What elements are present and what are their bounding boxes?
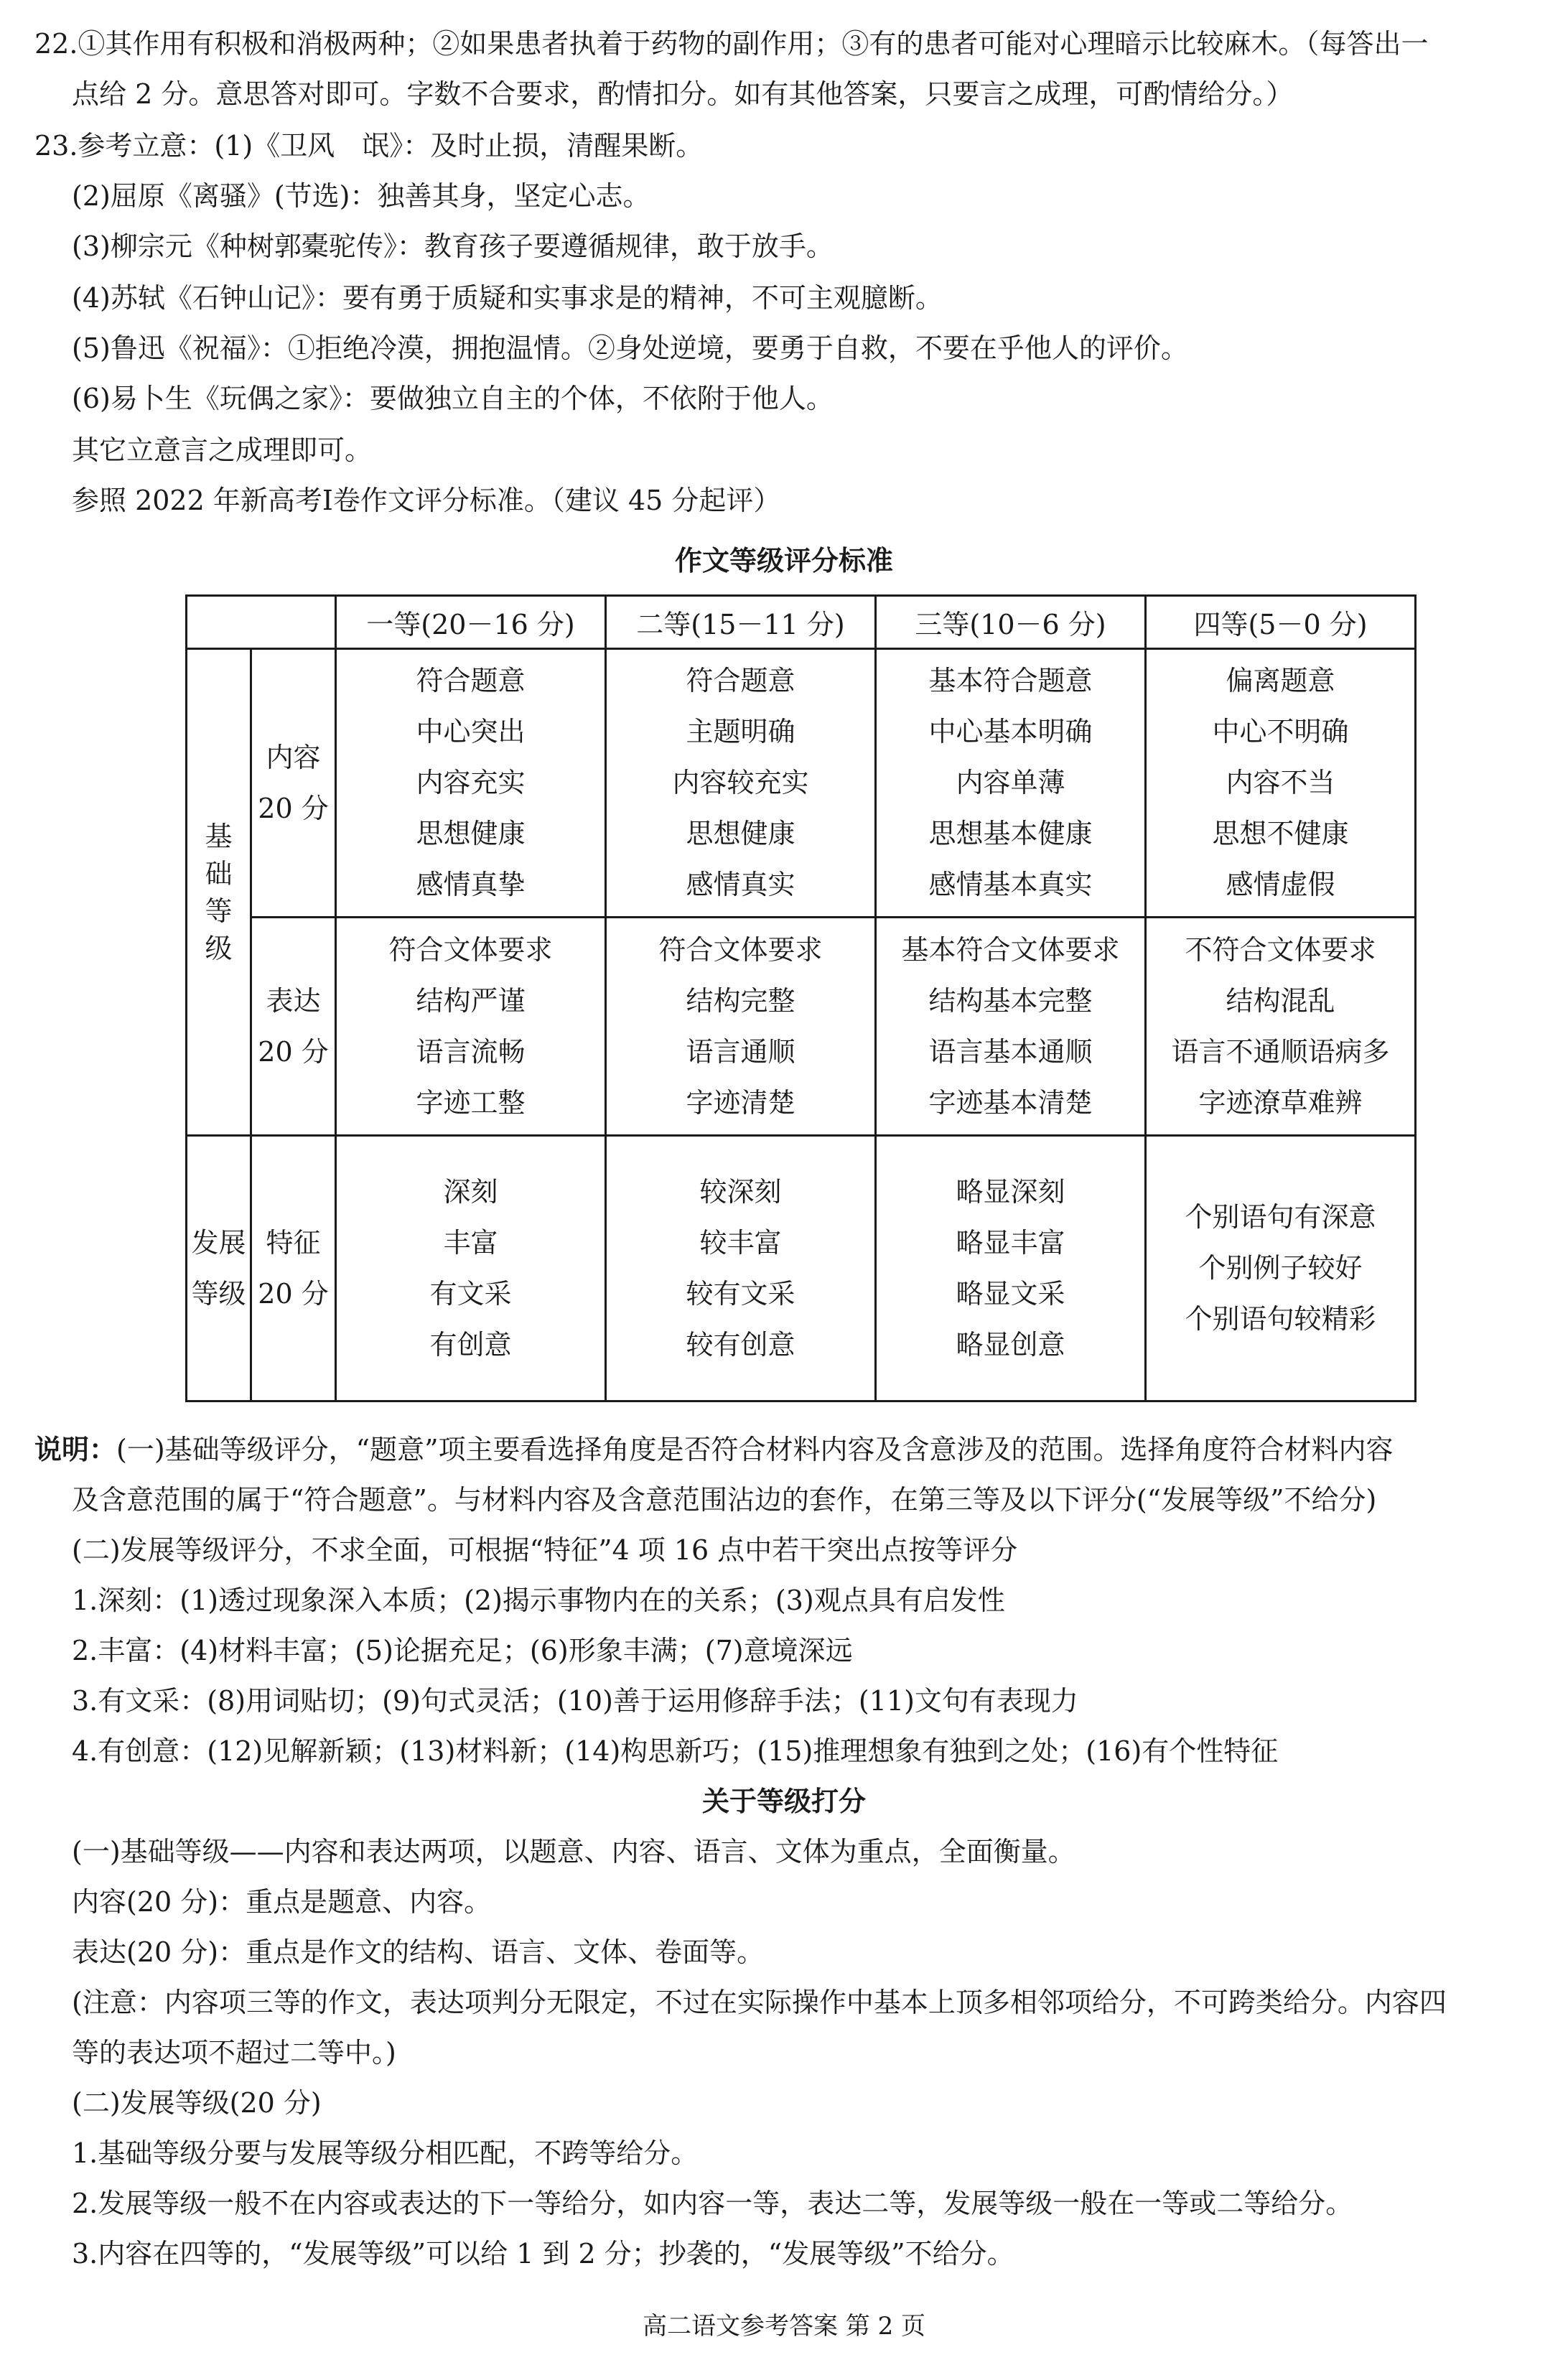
cell-text: 符合题意 bbox=[416, 665, 526, 696]
cell-content-g1 bbox=[336, 649, 606, 918]
row-expression bbox=[187, 918, 1416, 1136]
cell-text: 较有创意 bbox=[686, 1328, 795, 1361]
cell-text: 感情真实 bbox=[686, 869, 795, 900]
cell-text: 内容较充实 bbox=[672, 767, 809, 798]
notes-line-1 bbox=[34, 1432, 1542, 1468]
cell-text: 思想健康 bbox=[416, 818, 526, 849]
cell-expression-g2 bbox=[606, 918, 876, 1136]
cell-text: 丰富 bbox=[443, 1226, 498, 1259]
header-grade-2: 二等(15－11 分) bbox=[606, 596, 876, 649]
cell-feature-g1 bbox=[336, 1136, 606, 1401]
cell-text: 字迹工整 bbox=[416, 1086, 526, 1119]
group-dev-text: 发展等级 bbox=[191, 1226, 246, 1310]
section2-line: (一)基础等级——内容和表达两项，以题意、内容、语言、文体为重点，全面衡量。 bbox=[72, 1836, 1075, 1867]
cell-text: 不符合文体要求 bbox=[1185, 933, 1376, 966]
grading-table bbox=[185, 594, 1417, 1402]
cell-text: 内容不当 bbox=[1226, 767, 1335, 798]
cell-text: 偏离题意 bbox=[1226, 665, 1335, 696]
notes-prefix: 说明： bbox=[34, 1434, 117, 1465]
header-grade-3: 三等(10－6 分) bbox=[876, 596, 1146, 649]
q22-line-2: 点给 2 分。意思答对即可。字数不合要求，酌情扣分。如有其他答案，只要言之成理，可酌情给分。） bbox=[72, 78, 1294, 110]
cell-text: 思想健康 bbox=[686, 818, 795, 849]
cell-text: 语言流畅 bbox=[416, 1035, 526, 1068]
q23-reference: 参照 2022 年新高考Ⅰ卷作文评分标准。（建议 45 分起评） bbox=[72, 485, 781, 516]
cell-text: 感情真挚 bbox=[416, 869, 526, 900]
group-basic-text: 基础等级 bbox=[205, 820, 233, 964]
q22-line-1: 22.①其作用有积极和消极两种；②如果患者执着于药物的副作用；③有的患者可能对心理暗示比较麻木。（每答出一 bbox=[34, 28, 1429, 60]
notes-line-1-text: (一)基础等级评分，“题意”项主要看选择角度是否符合材料内容及含意涉及的范围。选择角度符合材料内容 bbox=[116, 1434, 1394, 1465]
group-basic-label bbox=[187, 649, 251, 1136]
cell-content-g2 bbox=[606, 649, 876, 918]
cell-text: 有文采 bbox=[429, 1277, 512, 1310]
cell-text: 略显创意 bbox=[956, 1328, 1065, 1361]
row-label-line: 特征 bbox=[266, 1226, 321, 1259]
cell-content-g3 bbox=[876, 649, 1146, 918]
section2-line: 3.内容在四等的，“发展等级”可以给 1 到 2 分；抄袭的，“发展等级”不给分。 bbox=[72, 2238, 1014, 2270]
cell-text: 感情基本真实 bbox=[928, 869, 1093, 900]
cell-text: 感情虚假 bbox=[1226, 869, 1335, 900]
table-corner bbox=[187, 596, 336, 649]
notes-line: (二)发展等级评分，不求全面，可根据“特征”4 项 16 点中若干突出点按等评分 bbox=[72, 1534, 1018, 1566]
cell-text: 基本符合题意 bbox=[928, 665, 1093, 696]
section2-line: (注意：内容项三等的作文，表达项判分无限定，不过在实际操作中基本上顶多相邻项给分，不可跨类给分。内容四 bbox=[72, 1987, 1447, 2018]
cell-feature-g2 bbox=[606, 1136, 876, 1401]
cell-text: 字迹清楚 bbox=[686, 1086, 795, 1119]
row-label-line: 20 分 bbox=[258, 1035, 329, 1068]
header-grade-1: 一等(20－16 分) bbox=[336, 596, 606, 649]
cell-text: 结构完整 bbox=[686, 984, 795, 1017]
q23-item-6: (6)易卜生《玩偶之家》：要做独立自主的个体，不依附于他人。 bbox=[72, 383, 834, 414]
table-title: 作文等级评分标准 bbox=[674, 545, 893, 577]
cell-text: 符合文体要求 bbox=[658, 933, 823, 966]
cell-text: 结构严谨 bbox=[416, 984, 526, 1017]
q23-other: 其它立意言之成理即可。 bbox=[72, 434, 373, 466]
cell-text: 字迹基本清楚 bbox=[928, 1086, 1093, 1119]
row-feature-label bbox=[251, 1136, 336, 1401]
section2-line: 等的表达项不超过二等中。) bbox=[72, 2037, 396, 2068]
section2-title: 关于等级打分 bbox=[701, 1786, 866, 1817]
cell-text: 中心基本明确 bbox=[928, 716, 1093, 747]
q23-item-4: (4)苏轼《石钟山记》：要有勇于质疑和实事求是的精神，不可主观臆断。 bbox=[72, 282, 943, 314]
cell-expression-g3 bbox=[876, 918, 1146, 1136]
cell-text: 基本符合文体要求 bbox=[901, 933, 1120, 966]
cell-text: 较丰富 bbox=[699, 1226, 782, 1259]
cell-text: 个别语句较精彩 bbox=[1185, 1303, 1376, 1335]
row-label-line: 表达 bbox=[266, 984, 321, 1017]
row-content-label bbox=[251, 649, 336, 918]
cell-text: 语言通顺 bbox=[686, 1035, 795, 1068]
cell-text: 个别例子较好 bbox=[1198, 1252, 1363, 1284]
cell-text: 内容充实 bbox=[416, 767, 526, 798]
group-dev-label bbox=[187, 1136, 251, 1401]
cell-text: 语言基本通顺 bbox=[928, 1035, 1093, 1068]
row-label-line: 20 分 bbox=[258, 1277, 329, 1310]
row-feature bbox=[187, 1136, 1416, 1401]
row-label-line: 20 分 bbox=[258, 792, 329, 824]
header-grade-4: 四等(5－0 分) bbox=[1146, 596, 1416, 649]
cell-text: 个别语句有深意 bbox=[1185, 1201, 1376, 1233]
cell-feature-g3 bbox=[876, 1136, 1146, 1401]
cell-text: 语言不通顺语病多 bbox=[1171, 1035, 1390, 1068]
page-footer: 高二语文参考答案 第 2 页 bbox=[642, 2312, 926, 2341]
cell-text: 字迹潦草难辨 bbox=[1198, 1086, 1363, 1119]
section2-line: 表达(20 分)：重点是作文的结构、语言、文体、卷面等。 bbox=[72, 1936, 765, 1968]
cell-text: 中心不明确 bbox=[1212, 716, 1349, 747]
cell-text: 略显深刻 bbox=[956, 1175, 1065, 1208]
row-content bbox=[187, 649, 1416, 918]
cell-content-g4 bbox=[1146, 649, 1416, 918]
section2-line: 2.发展等级一般不在内容或表达的下一等给分，如内容一等，表达二等，发展等级一般在一等或二等给分。 bbox=[72, 2188, 1353, 2219]
cell-text: 略显文采 bbox=[956, 1277, 1065, 1310]
notes-line: 4.有创意：(12)见解新颖；(13)材料新；(14)构思新巧；(15)推理想象有独到之处；(16)有个性特征 bbox=[72, 1735, 1279, 1767]
table-header-row bbox=[187, 596, 1416, 649]
cell-text: 结构基本完整 bbox=[928, 984, 1093, 1017]
notes-line: 2.丰富：(4)材料丰富；(5)论据充足；(6)形象丰满；(7)意境深远 bbox=[72, 1635, 853, 1666]
cell-expression-g1 bbox=[336, 918, 606, 1136]
cell-text: 深刻 bbox=[443, 1175, 498, 1208]
cell-text: 有创意 bbox=[429, 1328, 512, 1361]
cell-text: 较深刻 bbox=[699, 1175, 782, 1208]
row-label-line: 内容 bbox=[266, 741, 321, 773]
cell-text: 思想不健康 bbox=[1212, 818, 1349, 849]
notes-line: 及含意范围的属于“符合题意”。与材料内容及含意范围沾边的套作，在第三等及以下评分(“发展等级”不给分) bbox=[72, 1484, 1377, 1516]
cell-text: 主题明确 bbox=[686, 716, 795, 747]
row-expression-label bbox=[251, 918, 336, 1136]
q23-item-3: (3)柳宗元《种树郭橐驼传》：教育孩子要遵循规律，敢于放手。 bbox=[72, 230, 834, 262]
cell-text: 内容单薄 bbox=[956, 767, 1065, 798]
cell-text: 较有文采 bbox=[686, 1277, 795, 1310]
q23-line-1: 23.参考立意：(1)《卫风 氓》：及时止损，清醒果断。 bbox=[34, 130, 704, 162]
cell-text: 符合题意 bbox=[686, 665, 795, 696]
section2-line: 1.基础等级分要与发展等级分相匹配，不跨等给分。 bbox=[72, 2137, 699, 2169]
cell-text: 思想基本健康 bbox=[928, 818, 1093, 849]
q23-item-5: (5)鲁迅《祝福》：①拒绝冷漠，拥抱温情。②身处逆境，要勇于自救，不要在乎他人的评价。 bbox=[72, 332, 1188, 364]
cell-text: 略显丰富 bbox=[956, 1226, 1065, 1259]
cell-text: 符合文体要求 bbox=[388, 933, 553, 966]
cell-text: 结构混乱 bbox=[1226, 984, 1335, 1017]
notes-line: 3.有文采：(8)用词贴切；(9)句式灵活；(10)善于运用修辞手法；(11)文句有表现力 bbox=[72, 1685, 1078, 1717]
cell-feature-g4 bbox=[1146, 1136, 1416, 1401]
cell-expression-g4 bbox=[1146, 918, 1416, 1136]
notes-line: 1.深刻：(1)透过现象深入本质；(2)揭示事物内在的关系；(3)观点具有启发性 bbox=[72, 1585, 1005, 1616]
section2-line: 内容(20 分)：重点是题意、内容。 bbox=[72, 1886, 492, 1918]
cell-text: 中心突出 bbox=[416, 716, 526, 747]
section2-line: (二)发展等级(20 分) bbox=[72, 2087, 322, 2119]
q23-item-2: (2)屈原《离骚》(节选)：独善其身，坚定心志。 bbox=[72, 180, 650, 212]
